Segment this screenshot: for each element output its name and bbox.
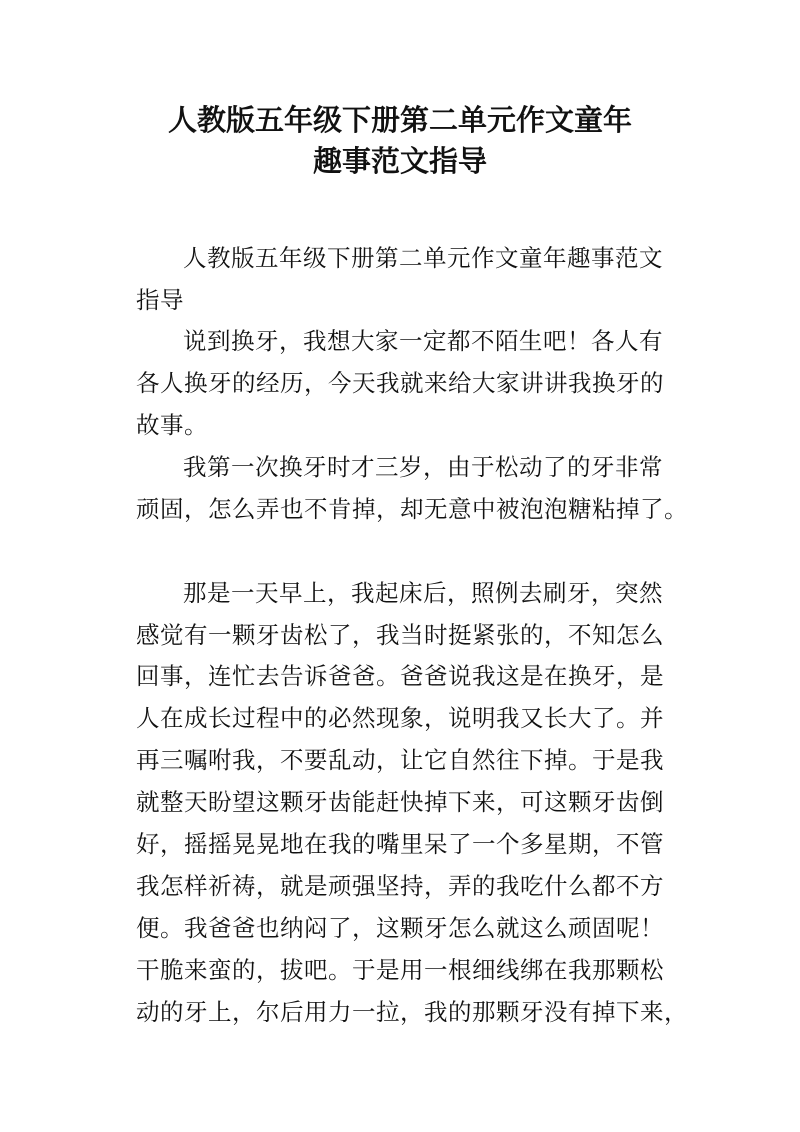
paragraph-4-line-9: 便。我爸爸也纳闷了，这颗牙怎么就这么顽固呢！ (136, 914, 664, 942)
document-title-line-1: 人教版五年级下册第二单元作文童年 (167, 103, 632, 137)
paragraph-3-line-1: 我第一次换牙时才三岁，由于松动了的牙非常 (183, 453, 663, 481)
document-title-line-2: 趣事范文指导 (312, 144, 487, 178)
paragraph-4-line-4: 人在成长过程中的必然现象，说明我又长大了。并 (136, 704, 664, 732)
paragraph-2-line-3: 故事。 (136, 411, 208, 439)
paragraph-2-line-2: 各人换牙的经历，今天我就来给大家讲讲我换牙的 (136, 369, 664, 397)
paragraph-1-line-2: 指导 (136, 286, 184, 314)
paragraph-4-line-3: 回事，连忙去告诉爸爸。爸爸说我这是在换牙，是 (136, 662, 664, 690)
paragraph-1-line-1: 人教版五年级下册第二单元作文童年趣事范文 (183, 244, 663, 272)
paragraph-4-line-7: 好，摇摇晃晃地在我的嘴里呆了一个多星期，不管 (136, 830, 664, 858)
paragraph-4-line-5: 再三嘱咐我，不要乱动，让它自然往下掉。于是我 (136, 746, 664, 774)
paragraph-4-line-11: 动的牙上，尔后用力一拉，我的那颗牙没有掉下来， (136, 998, 688, 1026)
paragraph-4-line-2: 感觉有一颗牙齿松了，我当时挺紧张的，不知怎么 (136, 621, 664, 649)
paragraph-4-line-6: 就整天盼望这颗牙齿能赶快掉下来，可这颗牙齿倒 (136, 788, 664, 816)
paragraph-4-line-10: 干脆来蛮的，拔吧。于是用一根细线绑在我那颗松 (136, 956, 664, 984)
paragraph-2-line-1: 说到换牙，我想大家一定都不陌生吧！各人有 (183, 327, 663, 355)
paragraph-3-line-2: 顽固，怎么弄也不肯掉，却无意中被泡泡糖粘掉了。 (136, 495, 688, 523)
paragraph-4-line-8: 我怎样祈祷，就是顽强坚持，弄的我吃什么都不方 (136, 872, 664, 900)
paragraph-4-line-1: 那是一天早上，我起床后，照例去刷牙，突然 (183, 579, 663, 607)
